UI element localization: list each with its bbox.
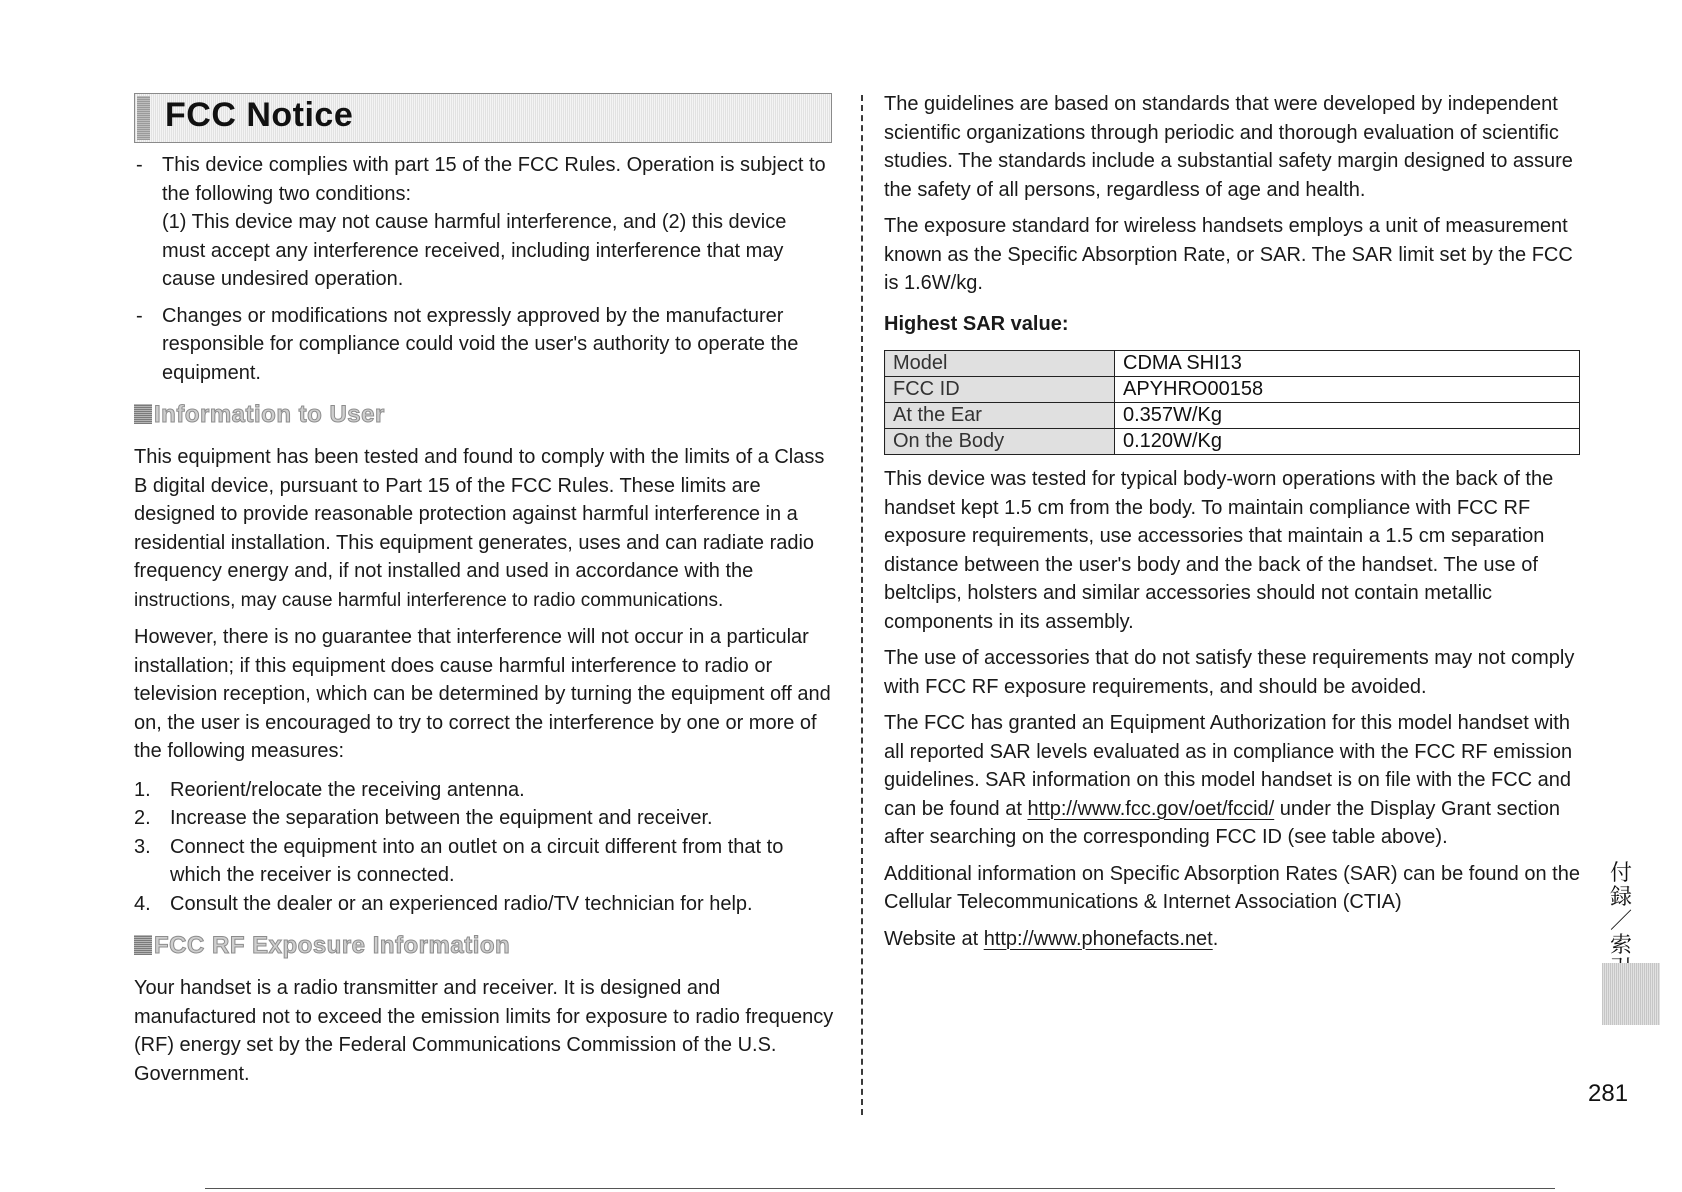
- list-number: 2.: [134, 807, 151, 829]
- table-cell-value: APYHRO00158: [1115, 377, 1580, 403]
- side-tab-char: 付: [1609, 861, 1632, 886]
- list-number: 1.: [134, 778, 151, 801]
- phonefacts-link[interactable]: http://www.phonefacts.net: [983, 927, 1213, 950]
- list-text: Reorient/relocate the receiving antenna.: [170, 778, 525, 801]
- side-tab-char: ／: [1609, 909, 1632, 934]
- paragraph: This device was tested for typical body-worn operations with the back of the handset kept 1.5 cm from the body. To maintain compliance with FCC RF exposure requirements, use accessories that maintain a 1.5 cm separation distance between the user's body and the back of the handset. The use of beltclips, holsters and similar accessories should not contain metallic components in its assembly.: [884, 468, 1554, 633]
- bullet-item: [134, 302, 834, 388]
- table-cell-label: On the Body: [885, 429, 1115, 455]
- table-row: [885, 351, 1580, 377]
- section-title: FCC Notice: [165, 96, 354, 134]
- paragraph: The use of accessories that do not satisfy these requirements may not comply with FCC RF exposure requirements, and should be avoided.: [884, 647, 1575, 698]
- paragraph-text: instructions, may cause harmful interference to radio communications.: [134, 589, 724, 611]
- side-tab-marker: [1602, 963, 1660, 1025]
- table-cell-value: 0.120W/Kg: [1115, 429, 1580, 455]
- paragraph: The exposure standard for wireless handsets employs a unit of measurement known as the Specific Absorption Rate, or SAR. The SAR limit set by the FCC is 1.6W/kg.: [884, 215, 1573, 294]
- table-row: [885, 429, 1580, 455]
- list-text: Increase the separation between the equipment and receiver.: [170, 807, 713, 829]
- list-item: [134, 890, 834, 919]
- bullet-text: (1) This device may not cause harmful interference, and (2) this device must accept any interference received, including interference that may cause undesired operation.: [162, 211, 787, 290]
- side-tab-char: 録: [1609, 885, 1632, 910]
- bullet-text: This device complies with part 15 of the FCC Rules. Operation is subject to the following two conditions:: [162, 154, 826, 205]
- bottom-rule: [205, 1188, 1555, 1189]
- subsection-heading: [134, 932, 834, 966]
- paragraph-text: under the Display Grant section after searching on the corresponding FCC ID (see table above).: [884, 797, 1560, 848]
- heading-square-icon: [134, 935, 152, 955]
- table-cell-label: FCC ID: [885, 377, 1115, 403]
- table-cell-label: At the Ear: [885, 403, 1115, 429]
- heading-square-icon: [134, 404, 152, 424]
- header-accent-bar: [137, 96, 150, 140]
- column-divider: [861, 95, 863, 1115]
- bullet-item: [134, 151, 834, 294]
- paragraph: [134, 443, 834, 615]
- paragraph-text: The FCC has granted an Equipment Authorization for this model handset with all reported SAR levels evaluated as in compliance with the FCC RF emission guidelines. SAR information on this model handset is on file with the FCC and can be found at: [884, 712, 1573, 820]
- fcc-link[interactable]: http://www.fcc.gov/oet/fccid/: [1027, 797, 1275, 820]
- list-item: [134, 804, 834, 833]
- list-number: 4.: [134, 892, 151, 915]
- list-text: Connect the equipment into an outlet on a circuit different from that to which the receiver is connected.: [170, 835, 784, 886]
- table-cell-label: Model: [885, 351, 1115, 377]
- left-column: [134, 93, 834, 1088]
- bullet-text: Changes or modifications not expressly approved by the manufacturer responsible for compliance could void the user's authority to operate the equipment.: [162, 304, 799, 384]
- section-header: [134, 93, 832, 143]
- list-item: [134, 776, 834, 805]
- paragraph: However, there is no guarantee that interference will not occur in a particular installation; if this equipment does cause harmful interference to radio or television reception, which can be determined by turning the equipment off and on, the user is encouraged to try to correct the interference by one or more of the following measures:: [134, 626, 831, 762]
- paragraph-text: This equipment has been tested and found to comply with the limits of a Class B digital device, pursuant to Part 15 of the FCC Rules. These limits are designed to provide reasonable protection against harmful interference in a residential installation. This equipment generates, uses and can radiate radio frequency energy and, if not installed and used in accordance with the: [134, 446, 825, 582]
- paragraph: [884, 709, 1584, 852]
- table-row: [885, 403, 1580, 429]
- paragraph: Additional information on Specific Absorption Rates (SAR) can be found on the Cellular Telecommunications & Internet Association (CTIA): [884, 862, 1580, 913]
- table-cell-value: 0.357W/Kg: [1115, 403, 1580, 429]
- sar-table: [884, 350, 1580, 455]
- measures-list: [134, 776, 834, 919]
- bullet-dash: -: [136, 304, 143, 327]
- list-item: [134, 833, 834, 890]
- subsection-heading: [134, 401, 834, 435]
- subsection-heading-text: Information to User: [154, 401, 385, 428]
- sar-table-title: Highest SAR value:: [884, 312, 1069, 335]
- side-tab-char: 索: [1609, 933, 1632, 958]
- table-cell-value: CDMA SHI13: [1115, 351, 1580, 377]
- table-row: [885, 377, 1580, 403]
- list-number: 3.: [134, 835, 151, 858]
- subsection-heading-text: FCC RF Exposure Information: [154, 932, 511, 959]
- right-column: [884, 90, 1584, 953]
- paragraph-text: .: [1212, 927, 1219, 950]
- page-number: 281: [1588, 1080, 1629, 1107]
- paragraph: The guidelines are based on standards that were developed by independent scientific organizations through periodic and thorough evaluation of scientific studies. The standards include a substantial safety margin designed to assure the safety of all persons, regardless of age and health.: [884, 93, 1573, 201]
- bullet-dash: -: [136, 154, 143, 176]
- paragraph-text: Website at: [884, 927, 984, 950]
- paragraph: Your handset is a radio transmitter and receiver. It is designed and manufactured not to exceed the emission limits for exposure to radio frequency (RF) energy set by the Federal Communications Commission of the U.S. Government.: [134, 977, 834, 1085]
- paragraph: [884, 925, 1584, 954]
- list-text: Consult the dealer or an experienced radio/TV technician for help.: [170, 892, 753, 915]
